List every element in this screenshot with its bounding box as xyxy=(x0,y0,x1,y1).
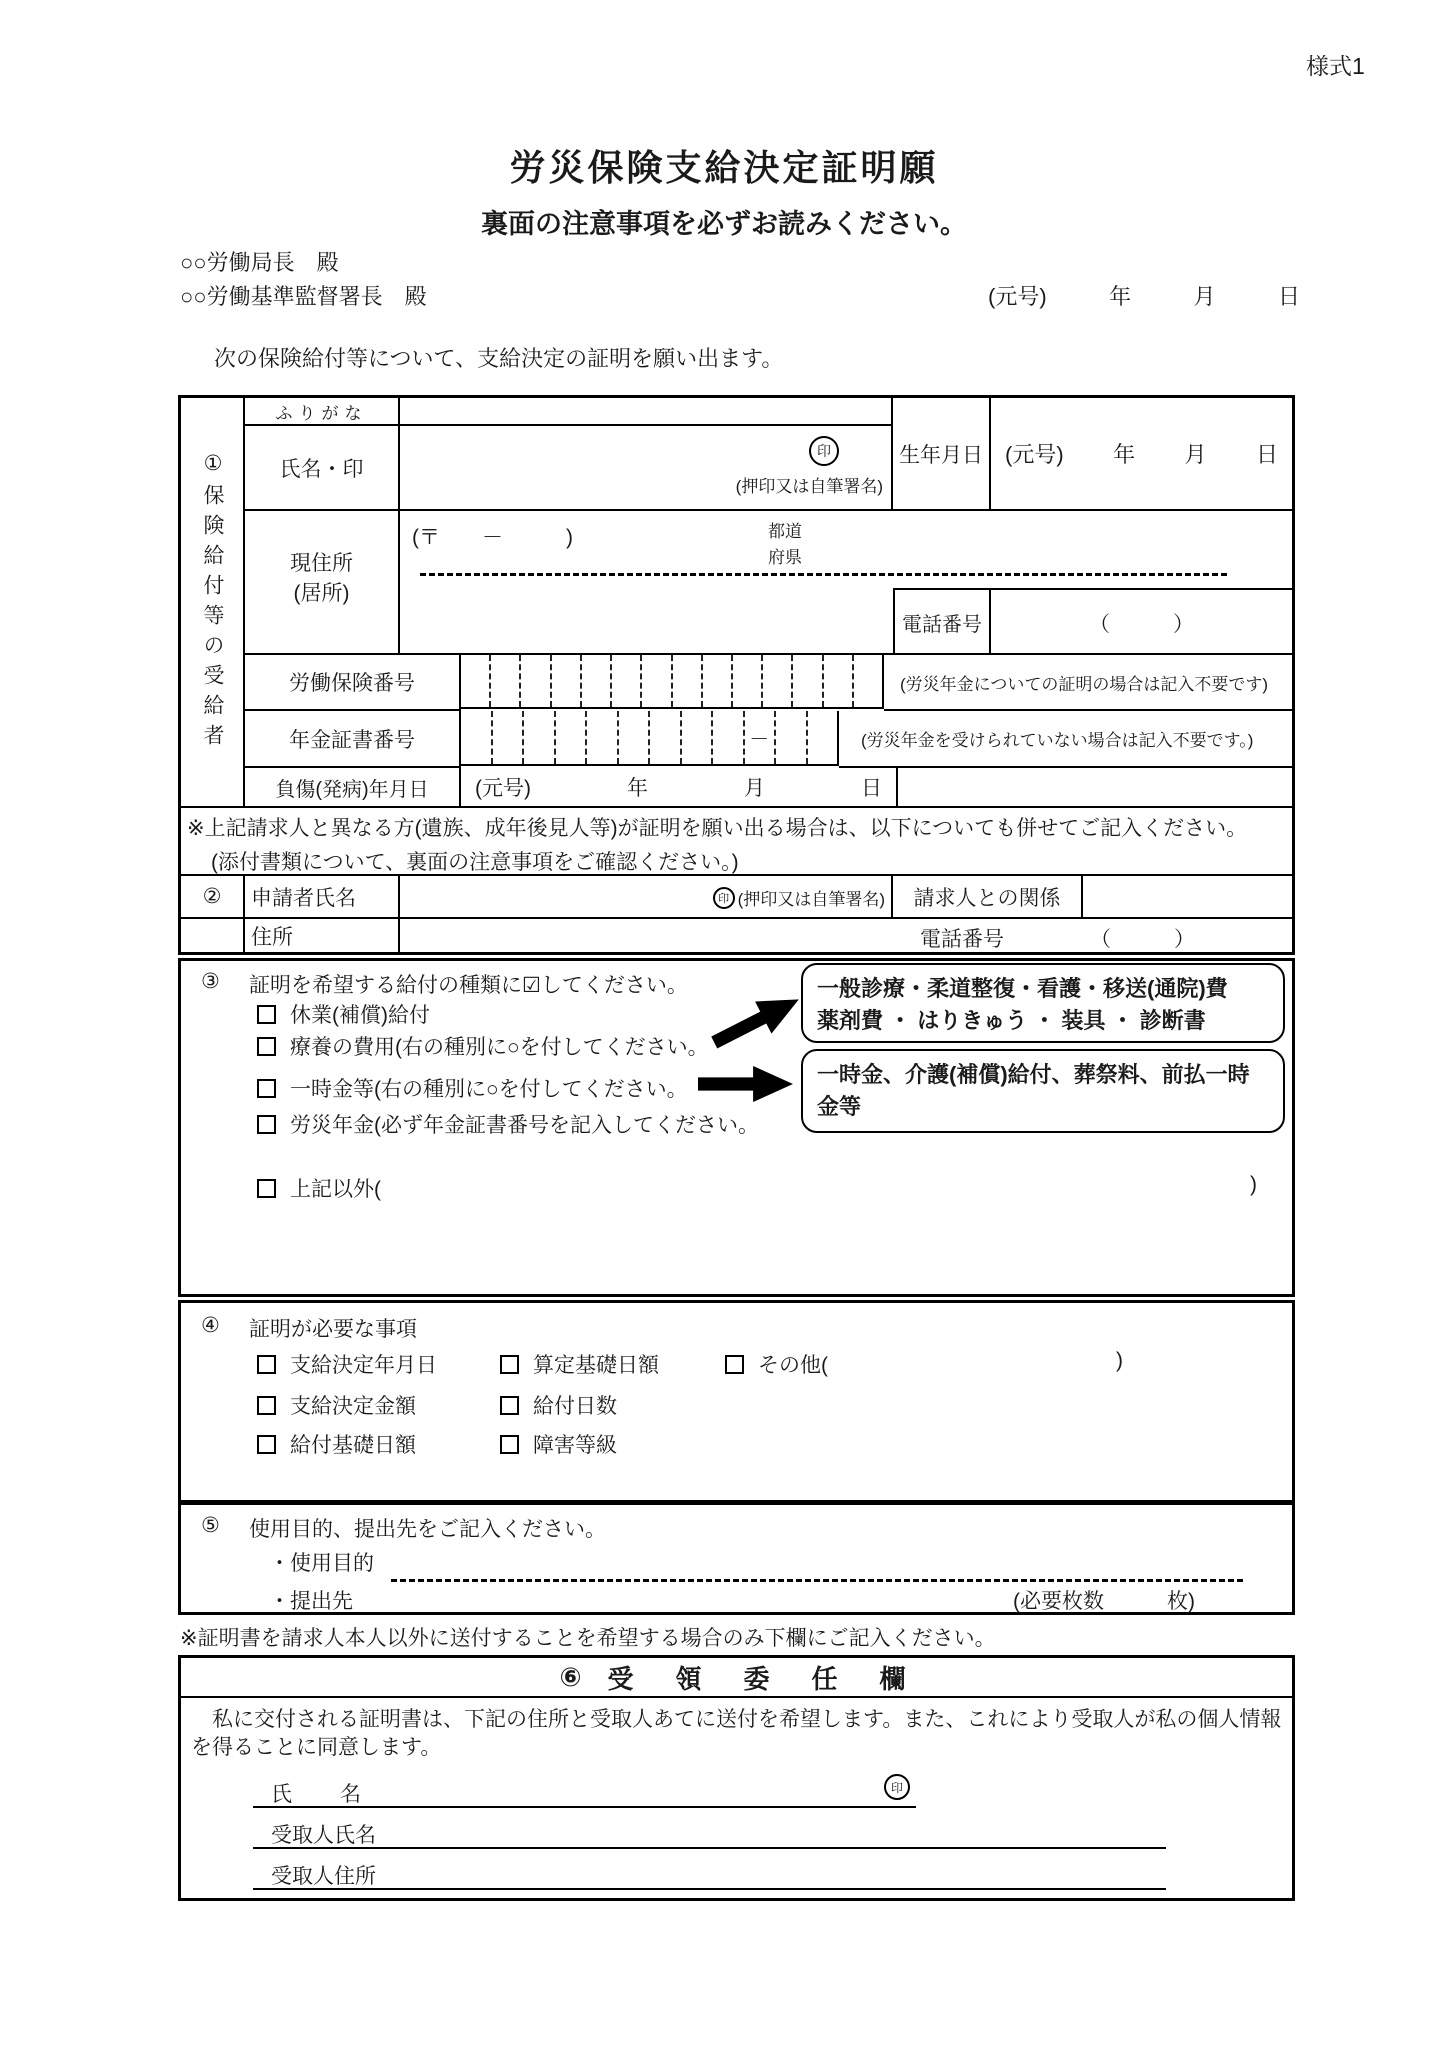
delegate-seal-mark: 印 xyxy=(890,1780,903,1795)
phone-value[interactable]: （ ） xyxy=(991,588,1292,655)
digit-cell[interactable] xyxy=(610,655,640,707)
required-item-label: その他( xyxy=(758,1354,828,1377)
applicant-phone-value[interactable]: （ ） xyxy=(1090,928,1195,951)
benefit-option-label: 一時金等(右の種別に○を付してください。 xyxy=(290,1078,688,1101)
benefit-option-row xyxy=(257,1073,688,1103)
send-note: ※証明書を請求人本人以外に送付することを希望する場合のみ下欄にご記入ください。 xyxy=(180,1627,996,1650)
recipient-address-label: 受取人住所 xyxy=(271,1865,376,1888)
header-date-era: (元号) xyxy=(988,284,1047,309)
mid-note-line2: (添付書類について、裏面の注意事項をご確認ください。) xyxy=(211,851,739,874)
pension-certificate-number-label: 年金証書番号 xyxy=(245,711,461,768)
digit-cell[interactable] xyxy=(519,655,549,707)
digit-cell[interactable] xyxy=(640,655,670,707)
prefecture-label-2: 府県 xyxy=(768,548,802,567)
required-item-label: 支給決定年月日 xyxy=(290,1354,437,1377)
labor-insurance-number-label: 労働保険番号 xyxy=(245,655,461,711)
injury-month: 月 xyxy=(744,777,765,800)
arrow-up-right-icon xyxy=(705,982,808,1061)
digit-cell[interactable] xyxy=(648,711,680,764)
section3-box xyxy=(178,958,1295,1297)
benefit-option-label: 療養の費用(右の種別に○を付してください。 xyxy=(290,1036,709,1059)
labor-insurance-note: (労災年金についての証明の場合は記入不要です) xyxy=(884,655,1292,711)
section5-box xyxy=(178,1502,1295,1615)
destination-label: ・提出先 xyxy=(269,1590,353,1613)
checkbox-decision-amount[interactable] xyxy=(257,1396,276,1415)
labor-insurance-number-cells[interactable] xyxy=(461,655,884,709)
lumpsum-benefit-types-text: 一時金、介護(補償)給付、葬祭料、前払一時金等 xyxy=(817,1062,1250,1119)
required-item-label: 算定基礎日額 xyxy=(533,1354,659,1377)
required-item-label: 障害等級 xyxy=(533,1434,617,1457)
section6-header xyxy=(181,1658,1292,1698)
checkbox-decision-date[interactable] xyxy=(257,1355,276,1374)
seal-icon xyxy=(809,436,839,466)
benefit-option-row xyxy=(257,1173,381,1203)
checkbox-benefit-base[interactable] xyxy=(257,1435,276,1454)
digit-cell[interactable] xyxy=(461,655,489,707)
digit-cell[interactable] xyxy=(550,655,580,707)
header-date-day: 日 xyxy=(1277,284,1300,309)
other-item-close-paren: ) xyxy=(1116,1349,1123,1372)
arrow-right-icon xyxy=(693,1065,798,1103)
required-item-row xyxy=(500,1429,617,1459)
injury-date-label: 負傷(発病)年月日 xyxy=(245,768,461,808)
birth-day: 日 xyxy=(1255,442,1278,467)
digit-cell[interactable] xyxy=(806,711,838,764)
applicant-seal-note-group xyxy=(713,885,885,910)
page-title: 労災保険支給決定証明願 xyxy=(509,147,939,188)
section1-side-label-cell xyxy=(181,398,245,808)
recipient-address-line[interactable] xyxy=(253,1852,1166,1890)
digit-cell[interactable] xyxy=(791,655,821,707)
lumpsum-benefit-types-box xyxy=(801,1049,1285,1133)
header-date-year: 年 xyxy=(1109,284,1132,309)
address-label-1: 現住所 xyxy=(290,552,353,575)
consent-text: 私に交付される証明書は、下記の住所と受取人あてに送付を希望します。また、これにより受取人が私の個人情報を得ることに同意します。 xyxy=(191,1708,1282,1759)
injury-era: (元号) xyxy=(475,777,531,800)
seal-note: (押印又は自筆署名) xyxy=(735,477,883,496)
checkbox-ryoyo[interactable] xyxy=(257,1037,276,1056)
required-item-row xyxy=(257,1349,437,1379)
medical-benefit-types-line2: 薬剤費 ・ はりきゅう ・ 装具 ・ 診断書 xyxy=(817,1007,1206,1033)
applicant-seal-note: (押印又は自筆署名) xyxy=(737,890,885,909)
furigana-value[interactable] xyxy=(400,398,893,426)
checkbox-benefit-days[interactable] xyxy=(500,1396,519,1415)
purpose-write-line[interactable] xyxy=(391,1579,1243,1582)
delegate-seal-icon xyxy=(884,1774,910,1800)
required-item-row xyxy=(257,1429,416,1459)
section4-number: ④ xyxy=(201,1314,220,1337)
digit-cell[interactable] xyxy=(522,711,554,764)
addressee-labor-standards-office: ○○労働基準監督署長 殿 xyxy=(180,284,427,309)
medical-benefit-types-line1: 一般診療・柔道整復・看護・移送(通院)費 xyxy=(817,976,1228,1001)
checkbox-ichijikin[interactable] xyxy=(257,1079,276,1098)
section3-heading: 証明を希望する給付の種類に☑してください。 xyxy=(249,974,688,997)
applicant-address-label: 住所 xyxy=(245,919,400,952)
digit-cell[interactable] xyxy=(585,711,617,764)
digit-cell[interactable] xyxy=(774,711,806,764)
prefecture-label-1: 都道 xyxy=(768,522,802,541)
addressee-labor-bureau: ○○労働局長 殿 xyxy=(180,250,339,275)
digit-cell[interactable] xyxy=(461,711,491,764)
section4-heading: 証明が必要な事項 xyxy=(249,1318,417,1341)
required-item-label: 給付基礎日額 xyxy=(290,1434,416,1457)
medical-benefit-types-box xyxy=(801,963,1285,1043)
seal-mark: 印 xyxy=(817,443,831,459)
birth-month: 月 xyxy=(1184,442,1207,467)
address-write-line[interactable] xyxy=(420,573,1227,576)
recipient-table xyxy=(178,395,1295,955)
section2-number: ② xyxy=(181,876,245,919)
other-benefit-close-paren: ) xyxy=(1250,1173,1257,1196)
injury-date-value[interactable] xyxy=(461,768,898,808)
recipient-name-line[interactable] xyxy=(253,1811,1166,1849)
section6-number: ⑥ xyxy=(559,1661,582,1692)
applicant-name-label: 申請者氏名 xyxy=(245,876,400,919)
digit-cell[interactable] xyxy=(489,655,519,707)
delegate-name-line[interactable] xyxy=(253,1770,916,1808)
section4-box xyxy=(178,1300,1295,1502)
digit-cell[interactable] xyxy=(617,711,649,764)
benefit-option-label: 上記以外( xyxy=(290,1178,381,1201)
required-item-row xyxy=(257,1390,416,1420)
required-item-label: 支給決定金額 xyxy=(290,1395,416,1418)
name-value[interactable] xyxy=(400,426,893,511)
birth-year: 年 xyxy=(1113,442,1136,467)
applicant-seal-mark: 印 xyxy=(718,892,730,905)
name-label: 氏名・印 xyxy=(245,426,400,511)
benefit-option-label: 労災年金(必ず年金証書番号を記入してください。 xyxy=(290,1114,759,1137)
applicant-name-value[interactable] xyxy=(400,876,893,919)
digit-cell[interactable] xyxy=(852,655,882,707)
relation-label: 請求人との関係 xyxy=(893,876,1083,919)
page-subtitle: 裏面の注意事項を必ずお読みください。 xyxy=(481,209,967,239)
benefit-option-label: 休業(補償)給付 xyxy=(290,1004,430,1027)
header-date[interactable] xyxy=(988,280,1300,311)
section5-number: ⑤ xyxy=(201,1514,220,1537)
birth-date-value[interactable] xyxy=(991,398,1292,511)
form-code: 様式1 xyxy=(1306,53,1365,79)
required-item-label: 給付日数 xyxy=(533,1395,617,1418)
digit-cell[interactable] xyxy=(822,655,852,707)
section6-box xyxy=(178,1655,1295,1901)
intro-text: 次の保険給付等について、支給決定の証明を願い出ます。 xyxy=(214,346,784,371)
digit-cell[interactable] xyxy=(711,711,743,764)
recipient-name-label: 受取人氏名 xyxy=(271,1824,376,1847)
birth-era: (元号) xyxy=(1005,442,1064,467)
digit-cell[interactable] xyxy=(680,711,712,764)
digit-cell[interactable] xyxy=(671,655,701,707)
checkbox-rosai-nenkin[interactable] xyxy=(257,1115,276,1134)
required-item-row xyxy=(500,1349,659,1379)
digit-cell[interactable]: － xyxy=(743,711,775,764)
pension-certificate-number-cells[interactable] xyxy=(461,711,839,766)
address-label-2: (居所) xyxy=(293,582,350,605)
benefit-option-row xyxy=(257,999,430,1029)
digit-cell[interactable] xyxy=(491,711,523,764)
section5-heading: 使用目的、提出先をご記入ください。 xyxy=(249,1518,606,1541)
birth-date-label: 生年月日 xyxy=(893,398,991,511)
checkbox-calculation-base[interactable] xyxy=(500,1355,519,1374)
applicant-address-value[interactable] xyxy=(400,919,1292,952)
digit-cell[interactable] xyxy=(580,655,610,707)
mid-note-line1: ※上記請求人と異なる方(遺族、成年後見人等)が証明を願い出る場合は、以下についても併せてご記入ください。 xyxy=(187,817,1248,840)
digit-cell[interactable] xyxy=(701,655,731,707)
section6-heading: 受 領 委 任 欄 xyxy=(607,1663,914,1694)
required-item-row xyxy=(725,1349,828,1379)
furigana-label: ふりがな xyxy=(245,398,400,426)
purpose-label: ・使用目的 xyxy=(269,1552,374,1575)
digit-cell[interactable] xyxy=(731,655,761,707)
section3-number: ③ xyxy=(201,970,220,993)
applicant-seal-icon xyxy=(713,887,735,909)
injury-day: 日 xyxy=(861,777,882,800)
checkbox-disability-grade[interactable] xyxy=(500,1435,519,1454)
address-label-cell xyxy=(245,511,400,655)
benefit-option-row xyxy=(257,1031,709,1061)
section2-spacer xyxy=(181,919,245,952)
applicant-phone-label: 電話番号 xyxy=(920,928,1004,951)
pension-certificate-note: (労災年金を受けられていない場合は記入不要です。) xyxy=(839,711,1292,768)
digit-cell[interactable] xyxy=(554,711,586,764)
checkbox-kyugyo[interactable] xyxy=(257,1005,276,1024)
postal-code-field[interactable]: (〒 － ) xyxy=(412,526,573,549)
phone-label: 電話番号 xyxy=(893,588,991,655)
mid-note-row xyxy=(181,808,1292,876)
checkbox-other-item[interactable] xyxy=(725,1355,744,1374)
required-item-row xyxy=(500,1390,617,1420)
injury-year: 年 xyxy=(627,777,648,800)
header-date-month: 月 xyxy=(1193,284,1216,309)
injury-row-spacer xyxy=(898,768,1292,808)
delegate-name-label: 氏 名 xyxy=(271,1783,363,1806)
copies-note: (必要枚数 枚) xyxy=(1013,1590,1195,1613)
benefit-option-row xyxy=(257,1109,759,1139)
relation-value[interactable] xyxy=(1083,876,1292,919)
checkbox-other[interactable] xyxy=(257,1179,276,1198)
section1-side-label: ①保険給付等の受給者 xyxy=(201,450,224,754)
digit-cell[interactable] xyxy=(761,655,791,707)
